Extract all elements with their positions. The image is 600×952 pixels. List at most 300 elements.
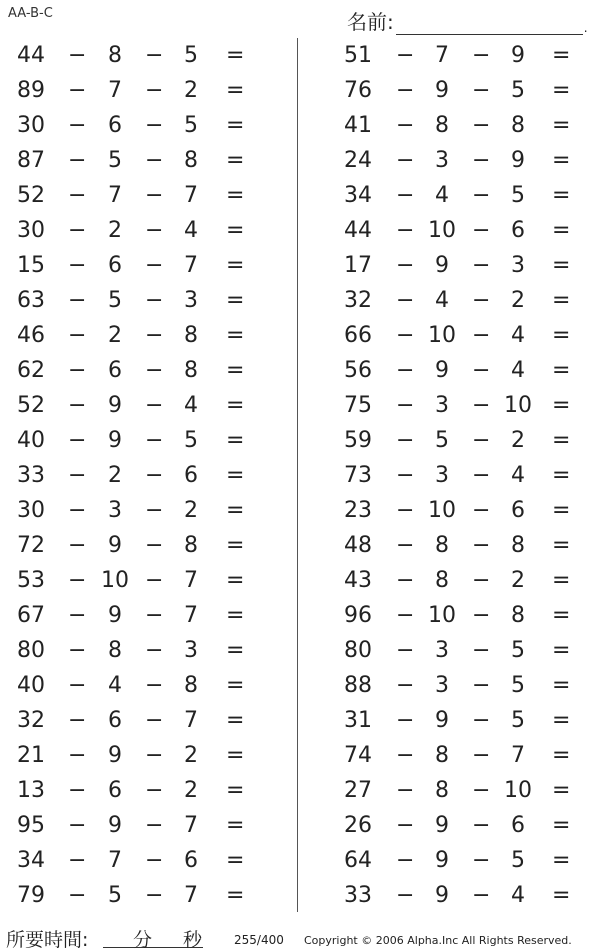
equals-sign: = (226, 148, 245, 173)
problem-row (330, 598, 600, 633)
minus-sign: − (472, 743, 491, 768)
equals-sign: = (552, 813, 571, 838)
problem-row (330, 108, 600, 143)
subtrahend-1: 6 (108, 253, 122, 278)
footer (0, 921, 600, 952)
minus-sign: − (472, 393, 491, 418)
subtrahend-1: 2 (108, 323, 122, 348)
problem-row (0, 388, 270, 423)
subtrahend-1: 3 (108, 498, 122, 523)
problem-row (0, 738, 270, 773)
problem-row (0, 143, 270, 178)
minuend: 62 (17, 358, 45, 383)
minus-sign: − (68, 778, 87, 803)
problem-row (0, 423, 270, 458)
subtrahend-2: 7 (184, 568, 198, 593)
equals-sign: = (552, 498, 571, 523)
problem-row (330, 38, 600, 73)
problem-row (0, 248, 270, 283)
subtrahend-1: 8 (108, 638, 122, 663)
minus-sign: − (145, 218, 164, 243)
minus-sign: − (145, 743, 164, 768)
minus-sign: − (396, 463, 415, 488)
problem-row (330, 808, 600, 843)
minus-sign: − (145, 288, 164, 313)
subtrahend-1: 5 (435, 428, 449, 453)
minus-sign: − (396, 778, 415, 803)
minuend: 48 (344, 533, 372, 558)
equals-sign: = (226, 848, 245, 873)
equals-sign: = (226, 358, 245, 383)
problem-row (330, 458, 600, 493)
equals-sign: = (226, 43, 245, 68)
minus-sign: − (145, 708, 164, 733)
minus-sign: − (68, 428, 87, 453)
subtrahend-2: 2 (511, 568, 525, 593)
subtrahend-2: 6 (511, 218, 525, 243)
equals-sign: = (552, 463, 571, 488)
minus-sign: − (145, 463, 164, 488)
subtrahend-1: 10 (101, 568, 129, 593)
minus-sign: − (145, 43, 164, 68)
equals-sign: = (226, 498, 245, 523)
problem-row (0, 38, 270, 73)
minus-sign: − (472, 813, 491, 838)
equals-sign: = (226, 743, 245, 768)
subtrahend-1: 10 (428, 218, 456, 243)
minus-sign: − (396, 393, 415, 418)
problem-row (330, 143, 600, 178)
subtrahend-2: 2 (511, 288, 525, 313)
subtrahend-2: 8 (184, 148, 198, 173)
minuend: 87 (17, 148, 45, 173)
minus-sign: − (472, 778, 491, 803)
subtrahend-1: 9 (435, 813, 449, 838)
minuend: 26 (344, 813, 372, 838)
minus-sign: − (145, 323, 164, 348)
minus-sign: − (396, 218, 415, 243)
minus-sign: − (472, 323, 491, 348)
minus-sign: − (68, 638, 87, 663)
minuend: 95 (17, 813, 45, 838)
minus-sign: − (396, 253, 415, 278)
minuend: 34 (344, 183, 372, 208)
subtrahend-2: 2 (184, 778, 198, 803)
minus-sign: − (68, 463, 87, 488)
minus-sign: − (472, 288, 491, 313)
minuend: 30 (17, 113, 45, 138)
equals-sign: = (226, 428, 245, 453)
name-area (347, 6, 588, 35)
subtrahend-1: 6 (108, 778, 122, 803)
subtrahend-2: 2 (511, 428, 525, 453)
minus-sign: − (145, 498, 164, 523)
problem-row (0, 353, 270, 388)
problem-row (0, 633, 270, 668)
minus-sign: − (145, 778, 164, 803)
problem-row (0, 843, 270, 878)
minus-sign: − (472, 428, 491, 453)
equals-sign: = (226, 638, 245, 663)
problem-row (0, 318, 270, 353)
minuend: 56 (344, 358, 372, 383)
minus-sign: − (396, 358, 415, 383)
subtrahend-2: 10 (504, 393, 532, 418)
minuend: 63 (17, 288, 45, 313)
subtrahend-1: 2 (108, 463, 122, 488)
minus-sign: − (145, 673, 164, 698)
subtrahend-2: 7 (184, 253, 198, 278)
subtrahend-1: 10 (428, 323, 456, 348)
problem-row (330, 878, 600, 913)
subtrahend-1: 7 (108, 78, 122, 103)
problem-row (0, 458, 270, 493)
equals-sign: = (552, 568, 571, 593)
problem-row (0, 493, 270, 528)
subtrahend-1: 5 (108, 288, 122, 313)
time-label: 所要時間: (6, 929, 89, 951)
minuend: 30 (17, 218, 45, 243)
subtrahend-2: 9 (511, 148, 525, 173)
subtrahend-1: 8 (435, 568, 449, 593)
minus-sign: − (472, 533, 491, 558)
equals-sign: = (226, 78, 245, 103)
subtrahend-1: 8 (108, 43, 122, 68)
problem-row (0, 213, 270, 248)
copyright: Copyright © 2006 Alpha.Inc All Rights Reserved. (304, 934, 572, 947)
minus-sign: − (145, 848, 164, 873)
minuend: 27 (344, 778, 372, 803)
minuend: 33 (344, 883, 372, 908)
minuend: 64 (344, 848, 372, 873)
minus-sign: − (396, 743, 415, 768)
subtrahend-1: 9 (108, 743, 122, 768)
subtrahend-1: 9 (108, 813, 122, 838)
minuend: 24 (344, 148, 372, 173)
minus-sign: − (68, 148, 87, 173)
column-divider (297, 38, 298, 912)
minus-sign: − (68, 673, 87, 698)
minuend: 46 (17, 323, 45, 348)
subtrahend-2: 5 (511, 673, 525, 698)
subtrahend-2: 5 (184, 428, 198, 453)
minuend: 21 (17, 743, 45, 768)
subtrahend-1: 9 (108, 393, 122, 418)
subtrahend-1: 9 (108, 603, 122, 628)
problem-row (0, 73, 270, 108)
subtrahend-1: 2 (108, 218, 122, 243)
problem-row (0, 563, 270, 598)
problem-row (0, 808, 270, 843)
minus-sign: − (472, 218, 491, 243)
subtrahend-2: 8 (184, 358, 198, 383)
subtrahend-2: 8 (511, 603, 525, 628)
problem-row (0, 528, 270, 563)
minuend: 53 (17, 568, 45, 593)
minus-sign: − (68, 288, 87, 313)
problem-row (330, 178, 600, 213)
minus-sign: − (472, 638, 491, 663)
minus-sign: − (145, 358, 164, 383)
minus-sign: − (145, 533, 164, 558)
equals-sign: = (552, 393, 571, 418)
minus-sign: − (472, 883, 491, 908)
problem-row (330, 493, 600, 528)
minuend: 73 (344, 463, 372, 488)
minuend: 43 (344, 568, 372, 593)
minuend: 67 (17, 603, 45, 628)
subtrahend-1: 3 (435, 393, 449, 418)
minus-sign: − (472, 113, 491, 138)
subtrahend-1: 3 (435, 673, 449, 698)
minuend: 40 (17, 428, 45, 453)
minus-sign: − (68, 113, 87, 138)
minus-sign: − (68, 883, 87, 908)
subtrahend-2: 7 (184, 708, 198, 733)
subtrahend-2: 3 (184, 288, 198, 313)
subtrahend-2: 2 (184, 498, 198, 523)
minuend: 41 (344, 113, 372, 138)
equals-sign: = (226, 778, 245, 803)
equals-sign: = (226, 603, 245, 628)
minus-sign: − (396, 883, 415, 908)
equals-sign: = (552, 778, 571, 803)
minus-sign: − (145, 393, 164, 418)
problem-row (0, 283, 270, 318)
equals-sign: = (552, 638, 571, 663)
minus-sign: − (68, 393, 87, 418)
minus-sign: − (145, 148, 164, 173)
subtrahend-1: 3 (435, 148, 449, 173)
subtrahend-1: 3 (435, 638, 449, 663)
minuend: 80 (344, 638, 372, 663)
minus-sign: − (68, 848, 87, 873)
minus-sign: − (68, 603, 87, 628)
subtrahend-2: 8 (184, 673, 198, 698)
minus-sign: − (145, 113, 164, 138)
problem-row (330, 353, 600, 388)
problem-row (330, 423, 600, 458)
equals-sign: = (226, 568, 245, 593)
time-field[interactable] (103, 925, 203, 951)
name-field[interactable] (396, 14, 583, 35)
minus-sign: − (145, 183, 164, 208)
equals-sign: = (226, 533, 245, 558)
minus-sign: − (68, 253, 87, 278)
minus-sign: − (68, 743, 87, 768)
minus-sign: − (472, 673, 491, 698)
subtrahend-2: 8 (184, 533, 198, 558)
minus-sign: − (68, 218, 87, 243)
minuend: 44 (17, 43, 45, 68)
subtrahend-1: 9 (435, 848, 449, 873)
problem-row (330, 528, 600, 563)
problem-row (330, 703, 600, 738)
minus-sign: − (472, 848, 491, 873)
minus-sign: − (68, 568, 87, 593)
minuend: 15 (17, 253, 45, 278)
subtrahend-1: 4 (108, 673, 122, 698)
minus-sign: − (145, 603, 164, 628)
minuend: 79 (17, 883, 45, 908)
equals-sign: = (552, 358, 571, 383)
subtrahend-2: 9 (511, 43, 525, 68)
subtrahend-1: 9 (435, 78, 449, 103)
problem-row (330, 248, 600, 283)
equals-sign: = (552, 323, 571, 348)
minus-sign: − (68, 533, 87, 558)
minuend: 40 (17, 673, 45, 698)
subtrahend-2: 4 (511, 883, 525, 908)
equals-sign: = (552, 183, 571, 208)
subtrahend-1: 7 (108, 848, 122, 873)
minus-sign: − (472, 43, 491, 68)
minuend: 76 (344, 78, 372, 103)
minuend: 31 (344, 708, 372, 733)
minus-sign: − (396, 113, 415, 138)
equals-sign: = (226, 463, 245, 488)
subtrahend-1: 9 (108, 428, 122, 453)
equals-sign: = (552, 288, 571, 313)
minuend: 52 (17, 183, 45, 208)
minuend: 33 (17, 463, 45, 488)
subtrahend-1: 6 (108, 358, 122, 383)
minus-sign: − (396, 498, 415, 523)
problem-row (330, 213, 600, 248)
subtrahend-2: 8 (511, 113, 525, 138)
equals-sign: = (226, 253, 245, 278)
minus-sign: − (396, 603, 415, 628)
minutes-label: 分 (133, 929, 153, 951)
minus-sign: − (472, 568, 491, 593)
equals-sign: = (226, 288, 245, 313)
problem-row (0, 773, 270, 808)
subtrahend-1: 10 (428, 498, 456, 523)
subtrahend-1: 4 (435, 183, 449, 208)
equals-sign: = (552, 428, 571, 453)
subtrahend-2: 7 (184, 883, 198, 908)
problem-row (330, 73, 600, 108)
minuend: 13 (17, 778, 45, 803)
equals-sign: = (552, 848, 571, 873)
minus-sign: − (68, 813, 87, 838)
seconds-label: 秒 (183, 929, 203, 951)
subtrahend-2: 10 (504, 778, 532, 803)
subtrahend-2: 7 (184, 183, 198, 208)
subtrahend-2: 4 (184, 393, 198, 418)
subtrahend-2: 5 (511, 848, 525, 873)
problem-row (330, 283, 600, 318)
minuend: 32 (17, 708, 45, 733)
problem-row (0, 108, 270, 143)
problem-row (0, 598, 270, 633)
minus-sign: − (396, 78, 415, 103)
problem-row (330, 388, 600, 423)
subtrahend-1: 9 (435, 358, 449, 383)
minuend: 32 (344, 288, 372, 313)
subtrahend-1: 10 (428, 603, 456, 628)
minus-sign: − (396, 813, 415, 838)
subtrahend-2: 5 (511, 638, 525, 663)
minus-sign: − (472, 708, 491, 733)
equals-sign: = (226, 673, 245, 698)
subtrahend-2: 3 (511, 253, 525, 278)
problem-row (0, 668, 270, 703)
subtrahend-1: 8 (435, 533, 449, 558)
minus-sign: − (396, 708, 415, 733)
equals-sign: = (552, 743, 571, 768)
equals-sign: = (226, 323, 245, 348)
minus-sign: − (68, 323, 87, 348)
minus-sign: − (145, 883, 164, 908)
equals-sign: = (226, 813, 245, 838)
equals-sign: = (552, 533, 571, 558)
equals-sign: = (552, 253, 571, 278)
problem-row (330, 773, 600, 808)
equals-sign: = (552, 43, 571, 68)
problem-row (330, 633, 600, 668)
subtrahend-1: 9 (435, 253, 449, 278)
minuend: 30 (17, 498, 45, 523)
equals-sign: = (226, 218, 245, 243)
minuend: 74 (344, 743, 372, 768)
minus-sign: − (472, 183, 491, 208)
subtrahend-2: 3 (184, 638, 198, 663)
equals-sign: = (552, 113, 571, 138)
subtrahend-2: 4 (511, 463, 525, 488)
problem-row (330, 738, 600, 773)
left-problem-column (0, 38, 270, 913)
problem-row (0, 703, 270, 738)
minuend: 34 (17, 848, 45, 873)
name-dot: . (583, 21, 588, 35)
minus-sign: − (472, 603, 491, 628)
problem-row (330, 843, 600, 878)
minus-sign: − (68, 43, 87, 68)
subtrahend-2: 4 (511, 358, 525, 383)
minus-sign: − (396, 428, 415, 453)
minus-sign: − (472, 253, 491, 278)
subtrahend-2: 6 (511, 498, 525, 523)
subtrahend-2: 4 (511, 323, 525, 348)
minus-sign: − (396, 568, 415, 593)
minuend: 52 (17, 393, 45, 418)
subtrahend-2: 4 (184, 218, 198, 243)
equals-sign: = (226, 183, 245, 208)
minus-sign: − (396, 148, 415, 173)
minuend: 80 (17, 638, 45, 663)
minus-sign: − (396, 673, 415, 698)
minus-sign: − (68, 78, 87, 103)
equals-sign: = (552, 673, 571, 698)
subtrahend-2: 5 (511, 78, 525, 103)
equals-sign: = (552, 218, 571, 243)
subtrahend-1: 5 (108, 148, 122, 173)
minus-sign: − (145, 813, 164, 838)
subtrahend-2: 5 (511, 183, 525, 208)
minus-sign: − (396, 848, 415, 873)
subtrahend-2: 5 (184, 113, 198, 138)
subtrahend-1: 9 (108, 533, 122, 558)
problem-row (0, 178, 270, 213)
subtrahend-2: 2 (184, 743, 198, 768)
subtrahend-1: 9 (435, 708, 449, 733)
problem-row (330, 563, 600, 598)
minus-sign: − (396, 183, 415, 208)
minuend: 59 (344, 428, 372, 453)
equals-sign: = (552, 148, 571, 173)
page-number: 255/400 (234, 933, 284, 947)
